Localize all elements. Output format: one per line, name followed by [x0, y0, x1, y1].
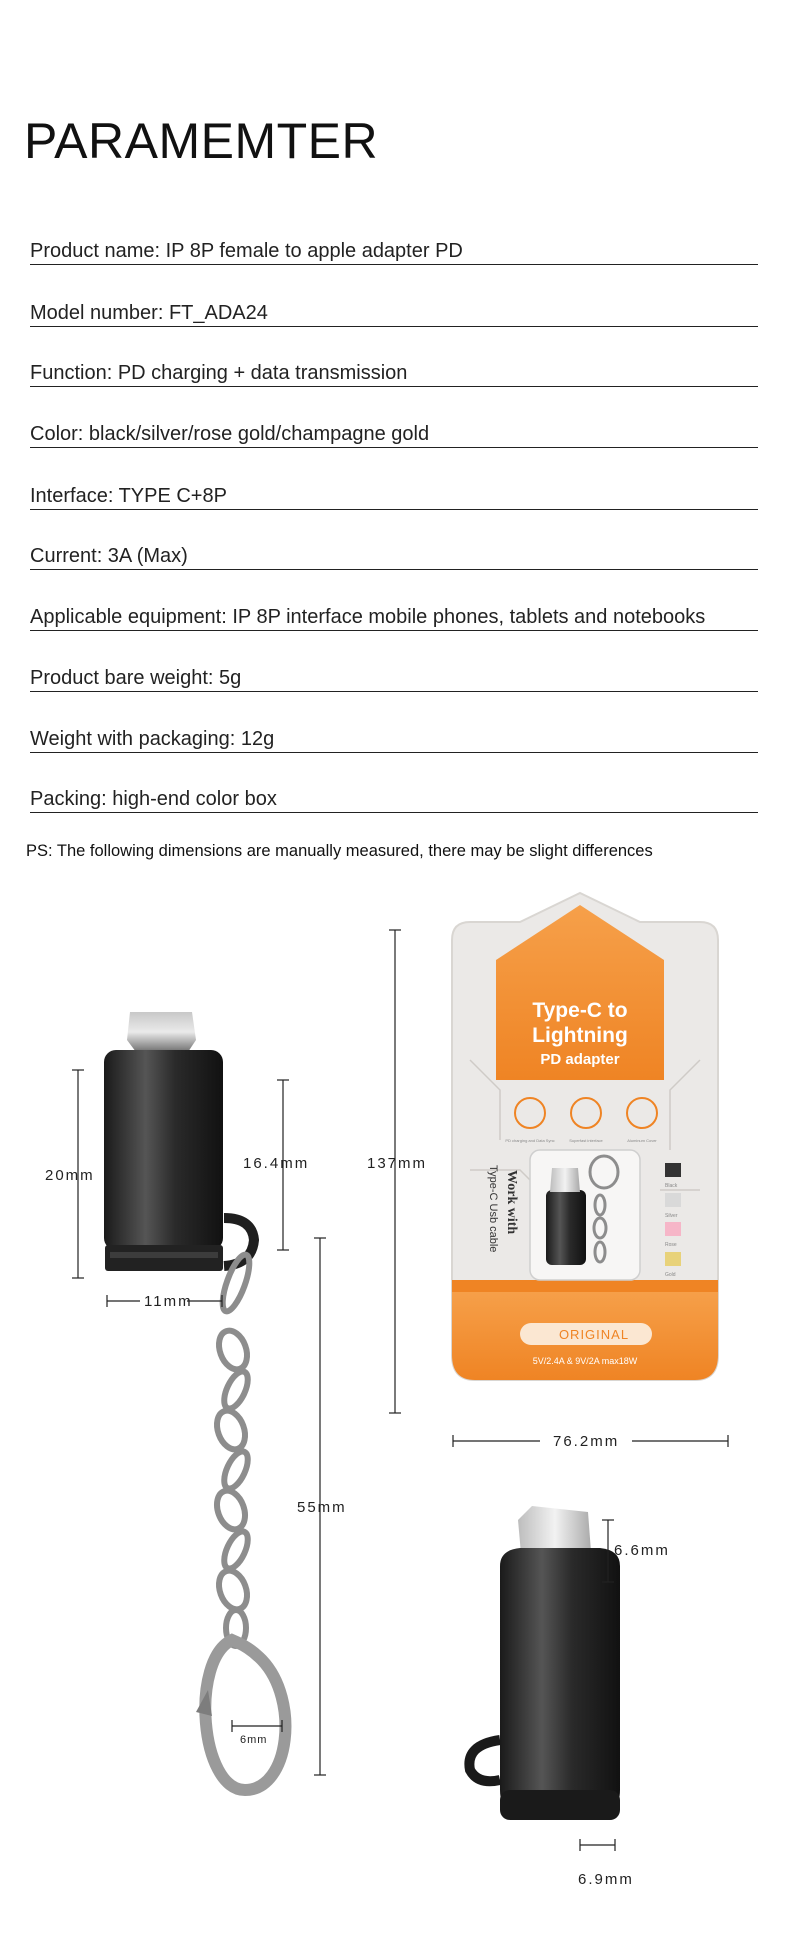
- adapter-angled-view: [469, 1506, 620, 1820]
- dim-body-height: 20mm: [45, 1167, 95, 1184]
- dim-plug-length: 6.6mm: [614, 1542, 670, 1559]
- color-label-silver: Silver: [665, 1213, 678, 1219]
- dim-body-length: 16.4mm: [243, 1155, 310, 1172]
- package-subtitle: PD adapter: [540, 1051, 620, 1068]
- package-title-line1: Type-C to: [532, 999, 628, 1022]
- package-side-text-1: Work with: [504, 1170, 519, 1235]
- color-label-black: Black: [665, 1183, 678, 1189]
- lobster-clasp: [196, 1640, 285, 1790]
- param-text: Applicable equipment: IP 8P interface mobile phones, tablets and notebooks: [30, 606, 706, 628]
- adapter-front-view: [104, 1012, 254, 1271]
- dim-plug-thickness: 6.9mm: [578, 1871, 634, 1888]
- dim-body-width: 11mm: [144, 1293, 193, 1310]
- dim-package-width: 76.2mm: [553, 1433, 620, 1450]
- package-spec: 5V/2.4A & 9V/2A max18W: [532, 1356, 638, 1366]
- package-side-text-2: Type-C Usb cable: [487, 1165, 499, 1253]
- package-title-line2: Lightning: [532, 1024, 628, 1047]
- color-label-rose: Rose: [665, 1242, 677, 1248]
- dim-package-height: 137mm: [367, 1155, 428, 1172]
- dim-chain-length: 55mm: [297, 1499, 347, 1516]
- package-feature-3: Aluminum Cover: [627, 1138, 657, 1143]
- package-feature-2: Superfast interface: [569, 1138, 603, 1143]
- package-badge: ORIGINAL: [558, 1327, 630, 1342]
- param-text: Weight with packaging: 12g: [30, 728, 275, 750]
- param-text: Interface: TYPE C+8P: [30, 485, 227, 507]
- retail-package: [452, 893, 718, 1380]
- package-feature-1: PD charging and Data Sync: [505, 1138, 555, 1143]
- page-title: PARAMEMTER: [24, 113, 379, 169]
- dim-clasp-width: 6mm: [240, 1734, 268, 1746]
- param-text: Packing: high-end color box: [30, 788, 277, 810]
- param-text: Product name: IP 8P female to apple adapter PD: [30, 240, 463, 262]
- color-label-gold: Gold: [665, 1272, 676, 1278]
- param-text: Current: 3A (Max): [30, 545, 188, 567]
- param-text: Color: black/silver/rose gold/champagne gold: [30, 423, 430, 445]
- param-text: Model number: FT_ADA24: [30, 302, 268, 324]
- dimension-note: PS: The following dimensions are manually measured, there may be slight differences: [26, 842, 653, 860]
- param-text: Function: PD charging + data transmission: [30, 362, 408, 384]
- param-text: Product bare weight: 5g: [30, 667, 242, 689]
- key-chain: [212, 1252, 255, 1646]
